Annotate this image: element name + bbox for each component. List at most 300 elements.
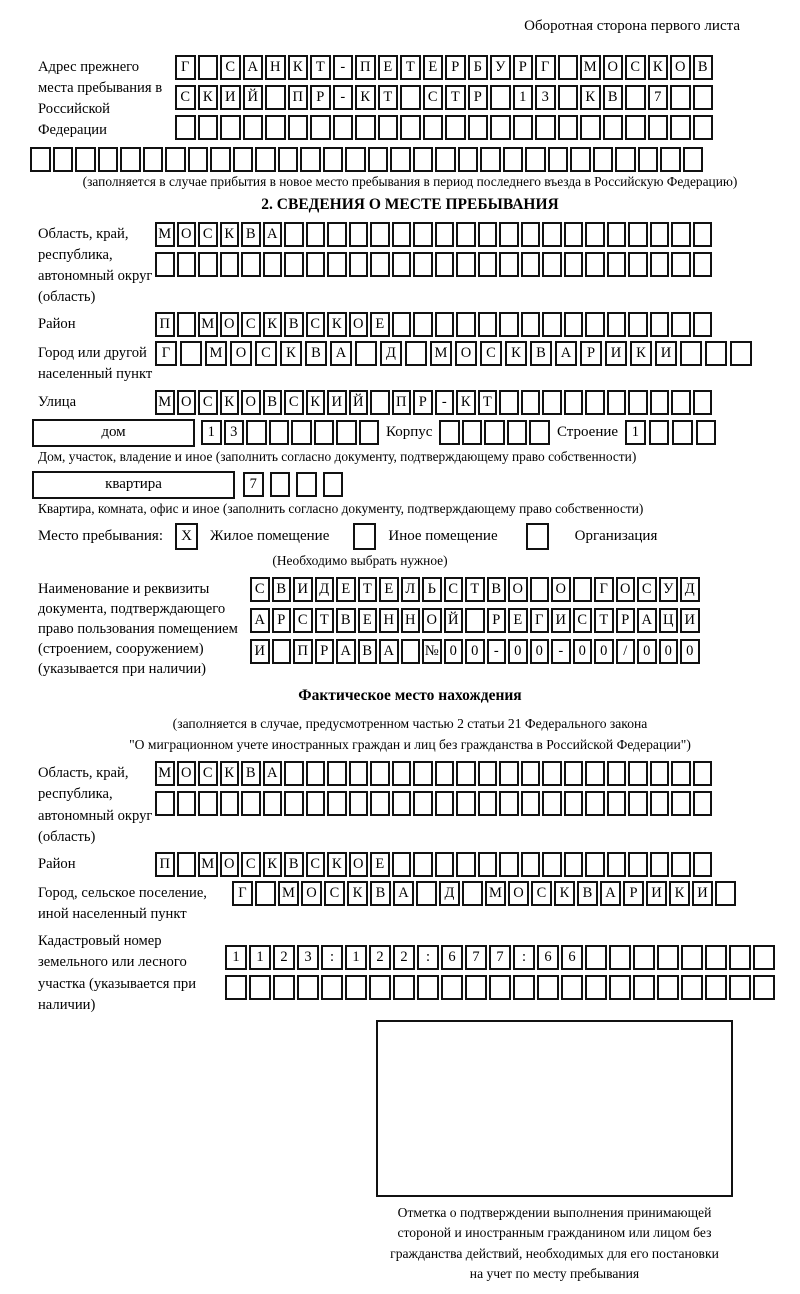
char-box[interactable]: К	[263, 312, 283, 337]
char-box[interactable]	[175, 115, 196, 140]
char-box[interactable]	[670, 115, 691, 140]
char-box[interactable]: И	[646, 881, 667, 906]
char-box[interactable]: М	[155, 222, 175, 247]
char-box[interactable]	[585, 852, 605, 877]
char-box[interactable]	[650, 761, 670, 786]
char-box[interactable]	[478, 761, 498, 786]
char-box[interactable]	[478, 791, 498, 816]
char-box[interactable]	[542, 222, 562, 247]
char-box[interactable]: К	[280, 341, 302, 366]
char-box[interactable]	[413, 761, 433, 786]
char-box[interactable]	[480, 147, 501, 172]
char-box[interactable]	[284, 252, 304, 277]
char-box[interactable]	[628, 852, 648, 877]
char-box[interactable]	[607, 761, 627, 786]
char-box[interactable]	[573, 577, 593, 602]
char-box[interactable]	[564, 252, 584, 277]
char-box[interactable]: В	[305, 341, 327, 366]
char-box[interactable]	[499, 791, 519, 816]
char-box[interactable]	[607, 852, 627, 877]
char-box[interactable]	[177, 791, 197, 816]
char-box[interactable]	[650, 252, 670, 277]
char-box[interactable]: В	[284, 312, 304, 337]
char-box[interactable]	[681, 945, 703, 970]
char-box[interactable]: К	[263, 852, 283, 877]
char-box[interactable]	[650, 852, 670, 877]
char-box[interactable]: О	[349, 852, 369, 877]
char-box[interactable]	[680, 341, 702, 366]
char-box[interactable]: С	[444, 577, 464, 602]
char-box[interactable]	[705, 975, 727, 1000]
char-box[interactable]	[542, 252, 562, 277]
char-box[interactable]	[291, 420, 312, 445]
char-box[interactable]	[462, 420, 483, 445]
char-box[interactable]: В	[370, 881, 391, 906]
char-box[interactable]	[441, 975, 463, 1000]
char-box[interactable]	[310, 115, 331, 140]
char-box[interactable]	[465, 608, 485, 633]
char-box[interactable]	[478, 252, 498, 277]
char-box[interactable]	[423, 115, 444, 140]
char-box[interactable]	[435, 791, 455, 816]
char-box[interactable]: Ц	[659, 608, 679, 633]
char-box[interactable]: Д	[380, 341, 402, 366]
char-box[interactable]	[507, 420, 528, 445]
char-box[interactable]	[435, 252, 455, 277]
char-box[interactable]: К	[327, 852, 347, 877]
char-box[interactable]: 0	[530, 639, 550, 664]
char-box[interactable]: А	[600, 881, 621, 906]
char-box[interactable]: К	[288, 55, 309, 80]
char-box[interactable]	[609, 945, 631, 970]
char-box[interactable]	[220, 115, 241, 140]
char-box[interactable]	[400, 115, 421, 140]
char-box[interactable]: В	[263, 390, 283, 415]
char-box[interactable]	[693, 791, 713, 816]
char-box[interactable]: 1	[345, 945, 367, 970]
char-box[interactable]	[490, 115, 511, 140]
char-box[interactable]: А	[555, 341, 577, 366]
char-box[interactable]	[180, 341, 202, 366]
char-box[interactable]	[650, 791, 670, 816]
char-box[interactable]: 0	[465, 639, 485, 664]
char-box[interactable]: Й	[349, 390, 369, 415]
char-box[interactable]: Р	[580, 341, 602, 366]
char-box[interactable]	[327, 252, 347, 277]
char-box[interactable]: В	[241, 222, 261, 247]
char-box[interactable]	[585, 761, 605, 786]
char-box[interactable]: М	[430, 341, 452, 366]
char-box[interactable]	[564, 761, 584, 786]
char-box[interactable]: О	[422, 608, 442, 633]
char-box[interactable]: С	[250, 577, 270, 602]
char-box[interactable]	[607, 390, 627, 415]
char-box[interactable]: Е	[336, 577, 356, 602]
char-box[interactable]: Т	[445, 85, 466, 110]
char-box[interactable]: А	[243, 55, 264, 80]
char-box[interactable]	[225, 975, 247, 1000]
char-box[interactable]	[416, 881, 437, 906]
char-box[interactable]: Г	[175, 55, 196, 80]
char-box[interactable]	[241, 791, 261, 816]
char-box[interactable]: В	[577, 881, 598, 906]
char-box[interactable]: Р	[315, 639, 335, 664]
char-box[interactable]	[413, 791, 433, 816]
char-box[interactable]: С	[480, 341, 502, 366]
char-box[interactable]	[53, 147, 74, 172]
char-box[interactable]: Т	[400, 55, 421, 80]
char-box[interactable]	[468, 115, 489, 140]
char-box[interactable]	[306, 761, 326, 786]
char-box[interactable]: Р	[487, 608, 507, 633]
char-box[interactable]	[370, 791, 390, 816]
char-box[interactable]	[456, 252, 476, 277]
char-box[interactable]	[729, 945, 751, 970]
char-box[interactable]	[456, 312, 476, 337]
char-box[interactable]: К	[306, 390, 326, 415]
char-box[interactable]: 6	[537, 945, 559, 970]
char-box[interactable]	[513, 115, 534, 140]
char-box[interactable]: С	[241, 852, 261, 877]
char-box[interactable]	[585, 945, 607, 970]
char-box[interactable]: Е	[378, 55, 399, 80]
char-box[interactable]: 7	[465, 945, 487, 970]
char-box[interactable]	[297, 975, 319, 1000]
char-box[interactable]	[349, 252, 369, 277]
char-box[interactable]: 0	[680, 639, 700, 664]
char-box[interactable]: П	[155, 852, 175, 877]
char-box[interactable]: Д	[315, 577, 335, 602]
char-box[interactable]	[542, 761, 562, 786]
char-box[interactable]: О	[455, 341, 477, 366]
char-box[interactable]	[753, 975, 775, 1000]
char-box[interactable]: С	[423, 85, 444, 110]
char-box[interactable]	[435, 312, 455, 337]
char-box[interactable]	[542, 390, 562, 415]
char-box[interactable]	[392, 852, 412, 877]
char-box[interactable]	[607, 791, 627, 816]
char-box[interactable]: К	[456, 390, 476, 415]
char-box[interactable]: 0	[637, 639, 657, 664]
char-box[interactable]	[671, 852, 691, 877]
char-box[interactable]	[609, 975, 631, 1000]
char-box[interactable]	[499, 852, 519, 877]
char-box[interactable]	[327, 791, 347, 816]
char-box[interactable]: 1	[513, 85, 534, 110]
char-box[interactable]	[177, 312, 197, 337]
char-box[interactable]	[693, 222, 713, 247]
char-box[interactable]	[272, 639, 292, 664]
char-box[interactable]	[628, 390, 648, 415]
char-box[interactable]: 3	[535, 85, 556, 110]
char-box[interactable]: 6	[561, 945, 583, 970]
char-box[interactable]	[499, 390, 519, 415]
char-box[interactable]: О	[670, 55, 691, 80]
char-box[interactable]	[542, 852, 562, 877]
char-box[interactable]	[278, 147, 299, 172]
char-box[interactable]	[628, 312, 648, 337]
char-box[interactable]	[521, 390, 541, 415]
char-box[interactable]	[693, 390, 713, 415]
char-box[interactable]: М	[198, 852, 218, 877]
char-box[interactable]: О	[349, 312, 369, 337]
char-box[interactable]: Е	[379, 577, 399, 602]
char-box[interactable]: В	[530, 341, 552, 366]
char-box[interactable]	[558, 115, 579, 140]
char-box[interactable]: К	[220, 390, 240, 415]
char-box[interactable]	[263, 252, 283, 277]
char-box[interactable]: О	[508, 881, 529, 906]
char-box[interactable]	[671, 222, 691, 247]
char-box[interactable]	[564, 222, 584, 247]
char-box[interactable]: А	[250, 608, 270, 633]
char-box[interactable]: К	[648, 55, 669, 80]
char-box[interactable]: Р	[468, 85, 489, 110]
char-box[interactable]: Т	[358, 577, 378, 602]
char-box[interactable]: О	[603, 55, 624, 80]
char-box[interactable]	[625, 115, 646, 140]
char-box[interactable]: М	[198, 312, 218, 337]
char-box[interactable]	[705, 341, 727, 366]
char-box[interactable]	[369, 975, 391, 1000]
char-box[interactable]: Г	[232, 881, 253, 906]
char-box[interactable]: А	[393, 881, 414, 906]
char-box[interactable]	[284, 761, 304, 786]
char-box[interactable]	[165, 147, 186, 172]
char-box[interactable]	[392, 252, 412, 277]
char-box[interactable]: :	[321, 945, 343, 970]
char-box[interactable]	[649, 420, 670, 445]
char-box[interactable]	[263, 791, 283, 816]
char-box[interactable]: О	[616, 577, 636, 602]
char-box[interactable]	[233, 147, 254, 172]
char-box[interactable]: К	[554, 881, 575, 906]
char-box[interactable]	[693, 115, 714, 140]
char-box[interactable]	[671, 390, 691, 415]
char-box[interactable]	[246, 420, 267, 445]
char-box[interactable]	[671, 312, 691, 337]
char-box[interactable]	[177, 252, 197, 277]
char-box[interactable]: В	[693, 55, 714, 80]
char-box[interactable]: 0	[444, 639, 464, 664]
char-box[interactable]	[558, 55, 579, 80]
char-box[interactable]	[155, 791, 175, 816]
char-box[interactable]	[401, 639, 421, 664]
char-box[interactable]: С	[306, 312, 326, 337]
char-box[interactable]	[753, 945, 775, 970]
char-box[interactable]: -	[435, 390, 455, 415]
char-box[interactable]	[521, 791, 541, 816]
char-box[interactable]: М	[485, 881, 506, 906]
char-box[interactable]	[392, 222, 412, 247]
char-box[interactable]	[530, 577, 550, 602]
char-box[interactable]	[564, 791, 584, 816]
char-box[interactable]: О	[508, 577, 528, 602]
char-box[interactable]	[400, 85, 421, 110]
char-box[interactable]: Р	[310, 85, 331, 110]
char-box[interactable]	[593, 147, 614, 172]
char-box[interactable]	[693, 252, 713, 277]
char-box[interactable]	[671, 761, 691, 786]
char-box[interactable]: П	[392, 390, 412, 415]
char-box[interactable]: 2	[393, 945, 415, 970]
char-box[interactable]	[359, 420, 380, 445]
char-box[interactable]	[672, 420, 693, 445]
char-box[interactable]: А	[263, 761, 283, 786]
char-box[interactable]: О	[241, 390, 261, 415]
char-box[interactable]: П	[155, 312, 175, 337]
char-box[interactable]	[288, 115, 309, 140]
char-box[interactable]	[177, 852, 197, 877]
char-box[interactable]: Р	[616, 608, 636, 633]
char-box[interactable]	[628, 761, 648, 786]
char-box[interactable]	[349, 791, 369, 816]
char-box[interactable]	[445, 115, 466, 140]
char-box[interactable]	[499, 312, 519, 337]
char-box[interactable]	[478, 852, 498, 877]
char-box[interactable]	[198, 55, 219, 80]
char-box[interactable]	[435, 761, 455, 786]
char-box[interactable]	[628, 791, 648, 816]
char-box[interactable]: И	[655, 341, 677, 366]
char-box[interactable]: Й	[444, 608, 464, 633]
char-box[interactable]: С	[198, 761, 218, 786]
organization-checkbox[interactable]	[526, 523, 549, 550]
char-box[interactable]	[585, 252, 605, 277]
char-box[interactable]: 0	[508, 639, 528, 664]
char-box[interactable]	[241, 252, 261, 277]
char-box[interactable]: В	[284, 852, 304, 877]
char-box[interactable]: О	[177, 390, 197, 415]
char-box[interactable]: К	[198, 85, 219, 110]
char-box[interactable]: Г	[155, 341, 177, 366]
char-box[interactable]	[270, 472, 291, 497]
char-box[interactable]	[439, 420, 460, 445]
char-box[interactable]	[585, 390, 605, 415]
char-box[interactable]: К	[347, 881, 368, 906]
char-box[interactable]: Н	[379, 608, 399, 633]
char-box[interactable]	[296, 472, 317, 497]
char-box[interactable]: Е	[508, 608, 528, 633]
char-box[interactable]: Т	[465, 577, 485, 602]
char-box[interactable]	[537, 975, 559, 1000]
char-box[interactable]: 2	[369, 945, 391, 970]
char-box[interactable]: 7	[243, 472, 264, 497]
other-premises-checkbox[interactable]	[353, 523, 376, 550]
char-box[interactable]: 0	[594, 639, 614, 664]
char-box[interactable]	[650, 390, 670, 415]
char-box[interactable]	[210, 147, 231, 172]
char-box[interactable]: Т	[378, 85, 399, 110]
char-box[interactable]	[638, 147, 659, 172]
char-box[interactable]	[456, 791, 476, 816]
char-box[interactable]: Р	[445, 55, 466, 80]
char-box[interactable]	[255, 147, 276, 172]
char-box[interactable]	[323, 147, 344, 172]
char-box[interactable]: 1	[201, 420, 222, 445]
char-box[interactable]	[336, 420, 357, 445]
char-box[interactable]	[484, 420, 505, 445]
char-box[interactable]: С	[198, 390, 218, 415]
char-box[interactable]	[188, 147, 209, 172]
char-box[interactable]	[521, 252, 541, 277]
char-box[interactable]: А	[336, 639, 356, 664]
char-box[interactable]	[435, 222, 455, 247]
char-box[interactable]	[198, 115, 219, 140]
char-box[interactable]	[392, 791, 412, 816]
char-box[interactable]: С	[637, 577, 657, 602]
char-box[interactable]: М	[155, 390, 175, 415]
char-box[interactable]: 1	[225, 945, 247, 970]
char-box[interactable]	[558, 85, 579, 110]
char-box[interactable]: О	[177, 222, 197, 247]
char-box[interactable]	[503, 147, 524, 172]
char-box[interactable]: Н	[401, 608, 421, 633]
char-box[interactable]	[499, 761, 519, 786]
char-box[interactable]	[413, 852, 433, 877]
char-box[interactable]	[693, 852, 713, 877]
char-box[interactable]: №	[422, 639, 442, 664]
char-box[interactable]	[323, 472, 344, 497]
char-box[interactable]	[435, 147, 456, 172]
char-box[interactable]	[499, 252, 519, 277]
char-box[interactable]	[143, 147, 164, 172]
char-box[interactable]: К	[220, 222, 240, 247]
char-box[interactable]: С	[324, 881, 345, 906]
char-box[interactable]: 1	[625, 420, 646, 445]
char-box[interactable]: Г	[535, 55, 556, 80]
char-box[interactable]: В	[358, 639, 378, 664]
char-box[interactable]: О	[301, 881, 322, 906]
char-box[interactable]: М	[580, 55, 601, 80]
char-box[interactable]	[265, 115, 286, 140]
char-box[interactable]	[284, 791, 304, 816]
char-box[interactable]: Н	[265, 55, 286, 80]
char-box[interactable]: -	[333, 85, 354, 110]
char-box[interactable]	[693, 761, 713, 786]
char-box[interactable]: 3	[224, 420, 245, 445]
char-box[interactable]: С	[255, 341, 277, 366]
char-box[interactable]	[521, 761, 541, 786]
char-box[interactable]: О	[551, 577, 571, 602]
char-box[interactable]	[660, 147, 681, 172]
char-box[interactable]	[327, 222, 347, 247]
char-box[interactable]: 1	[249, 945, 271, 970]
char-box[interactable]	[30, 147, 51, 172]
char-box[interactable]: Е	[358, 608, 378, 633]
char-box[interactable]	[220, 252, 240, 277]
char-box[interactable]	[393, 975, 415, 1000]
char-box[interactable]	[693, 85, 714, 110]
char-box[interactable]	[521, 312, 541, 337]
char-box[interactable]	[585, 975, 607, 1000]
char-box[interactable]	[542, 312, 562, 337]
char-box[interactable]	[306, 791, 326, 816]
char-box[interactable]	[458, 147, 479, 172]
char-box[interactable]	[249, 975, 271, 1000]
char-box[interactable]: И	[692, 881, 713, 906]
char-box[interactable]: -	[551, 639, 571, 664]
char-box[interactable]: С	[241, 312, 261, 337]
char-box[interactable]	[456, 761, 476, 786]
char-box[interactable]	[75, 147, 96, 172]
char-box[interactable]	[548, 147, 569, 172]
char-box[interactable]: С	[306, 852, 326, 877]
char-box[interactable]	[585, 312, 605, 337]
char-box[interactable]	[155, 252, 175, 277]
char-box[interactable]: К	[580, 85, 601, 110]
char-box[interactable]: :	[417, 945, 439, 970]
